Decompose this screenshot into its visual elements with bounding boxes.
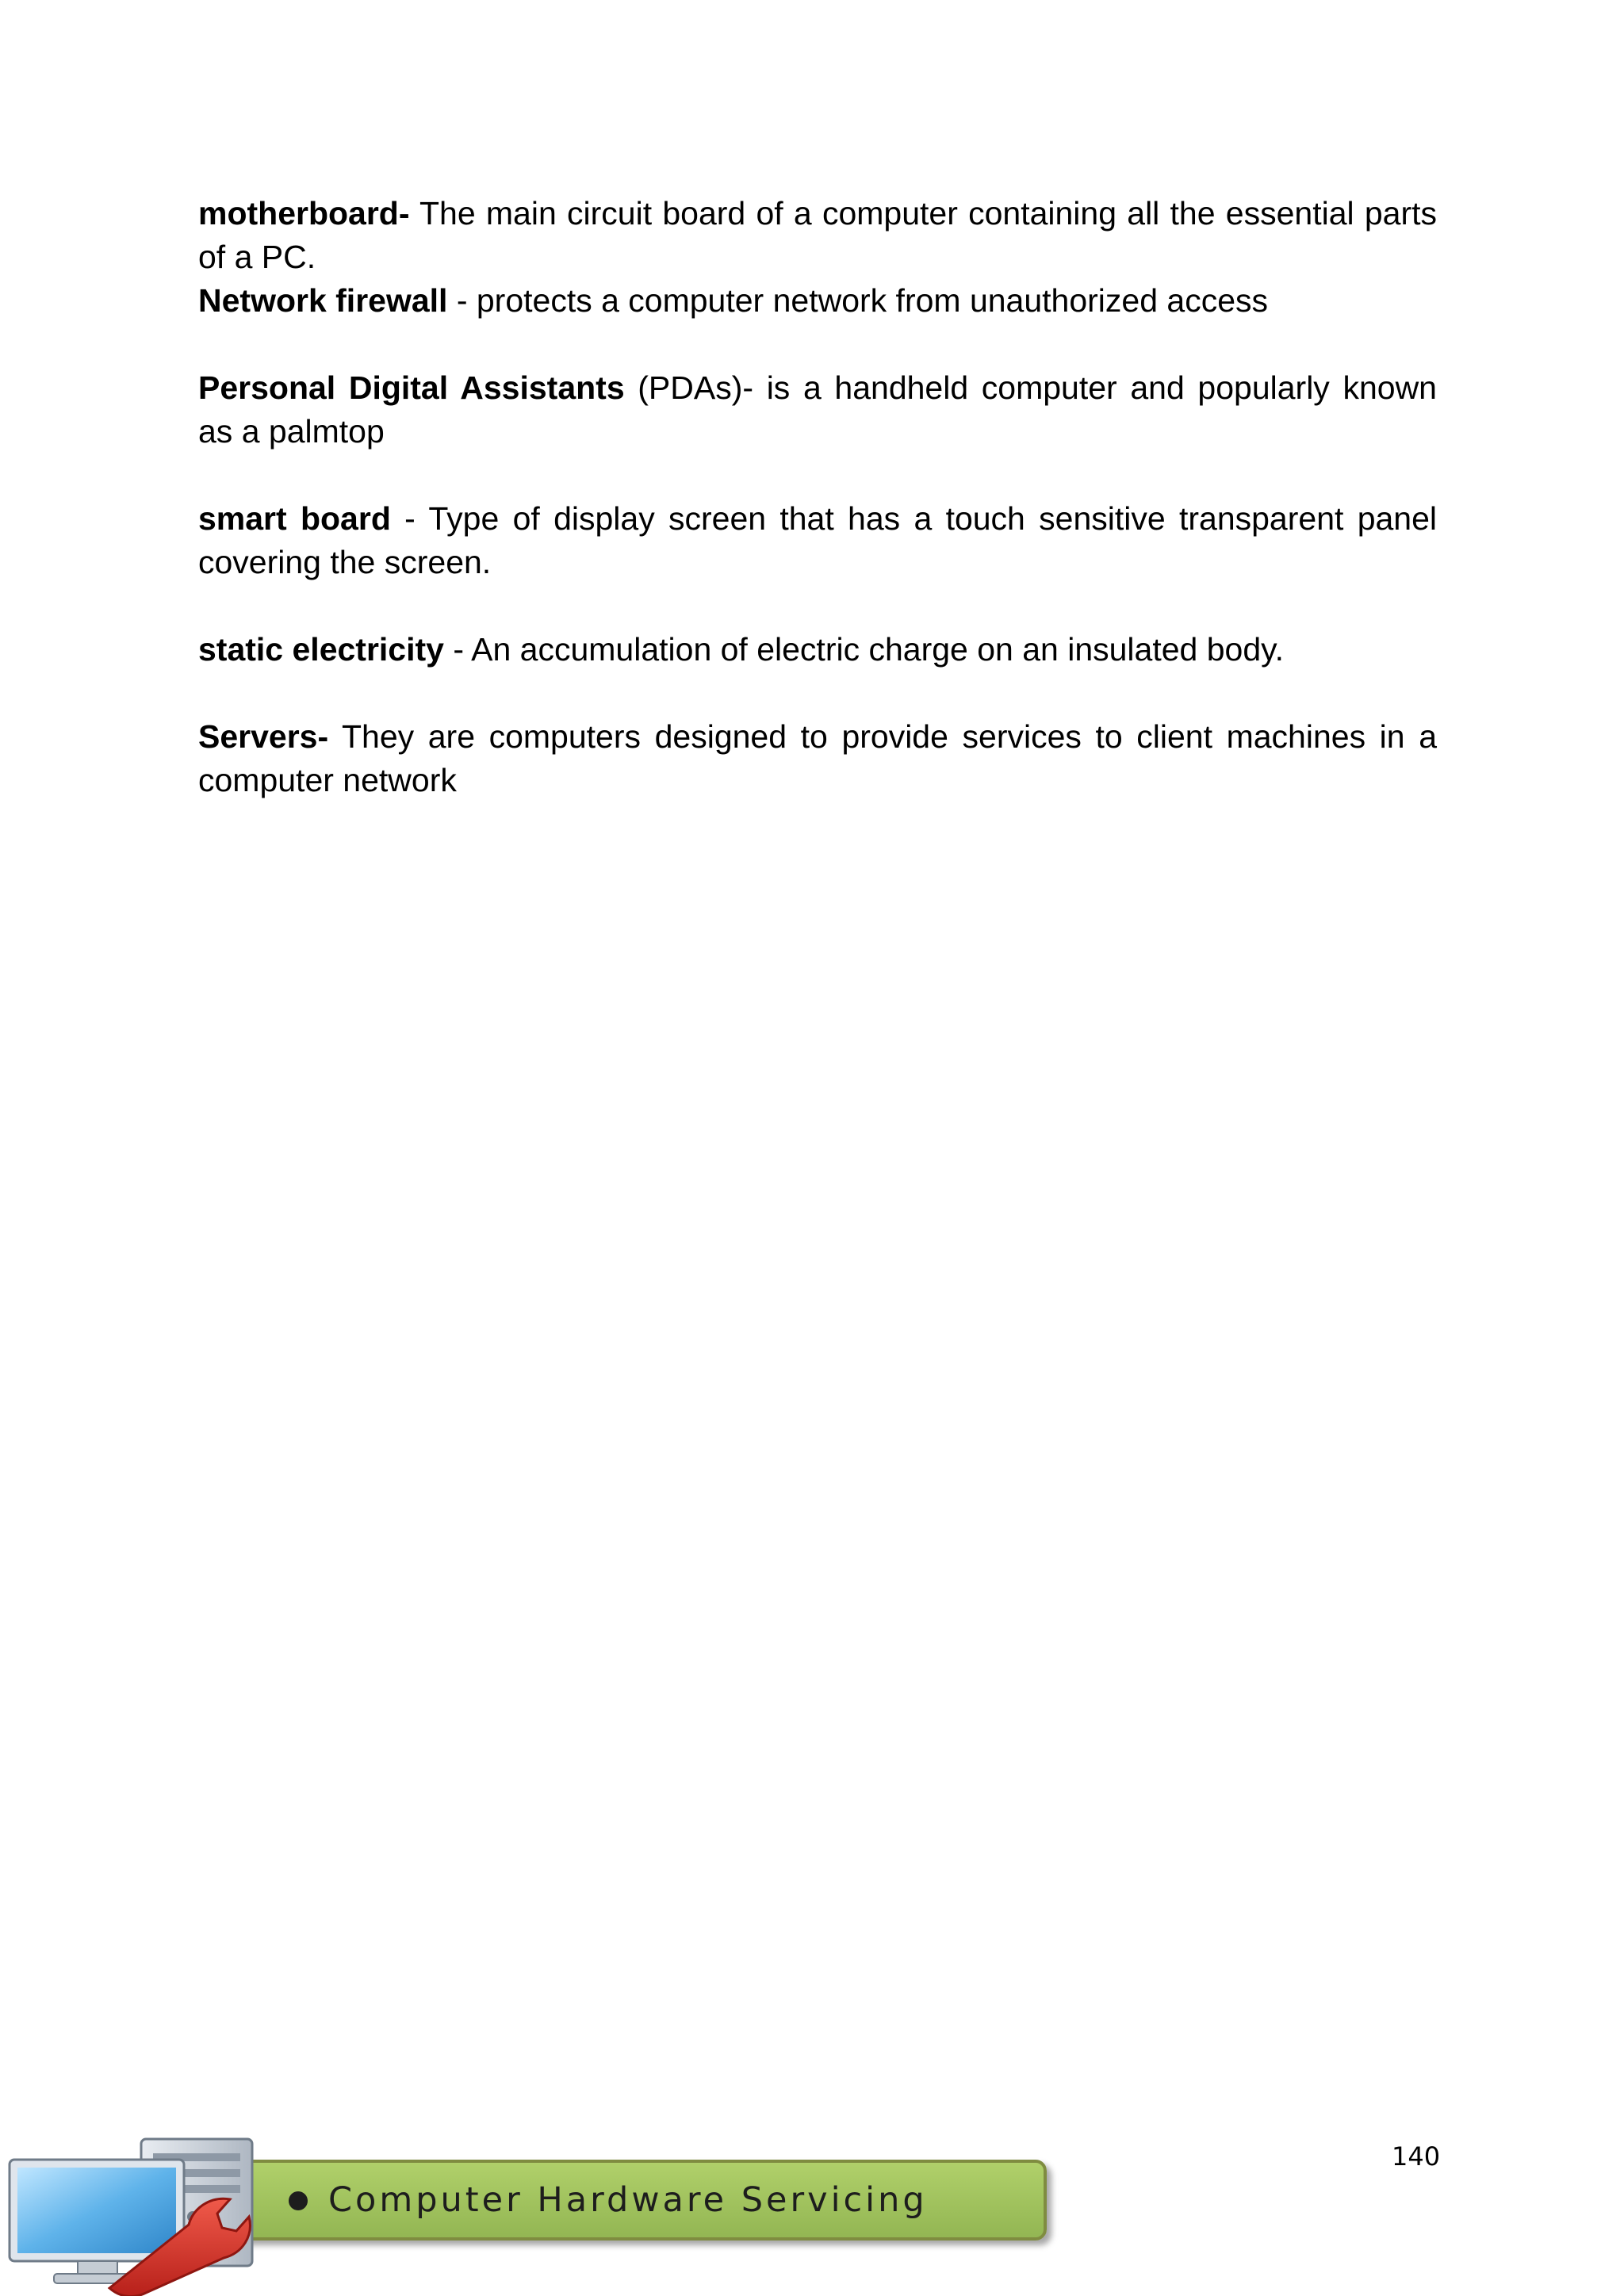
glossary-entry-motherboard — [198, 192, 1437, 279]
page-number: 140 — [1392, 2141, 1441, 2172]
glossary-entry-static-electricity — [198, 628, 1437, 672]
glossary-term: motherboard- — [198, 195, 410, 232]
glossary-entry-pda — [198, 366, 1437, 453]
computer-with-wrench-icon — [6, 2130, 324, 2296]
glossary-entry-servers — [198, 715, 1437, 802]
footer-banner — [238, 2160, 1047, 2241]
glossary-entry-network-firewall — [198, 279, 1437, 323]
glossary-term: Network firewall — [198, 282, 448, 319]
glossary-list — [198, 192, 1437, 802]
glossary-definition: - protects a computer network from unauthorized access — [447, 282, 1269, 319]
glossary-term: Servers- — [198, 718, 329, 755]
glossary-definition: They are computers designed to provide services to client machines in a computer network — [198, 718, 1437, 798]
glossary-definition: (PDAs)- is a handheld computer and popularly known as a palmtop — [198, 369, 1437, 450]
glossary-definition: The main circuit board of a computer containing all the essential parts of a PC. — [198, 195, 1437, 275]
footer-banner-text: Computer Hardware Servicing — [328, 2180, 928, 2220]
glossary-entry-smart-board — [198, 497, 1437, 584]
glossary-definition: - Type of display screen that has a touch sensitive transparent panel covering the screen. — [198, 500, 1438, 580]
glossary-term: static electricity — [198, 631, 444, 668]
glossary-term: Personal Digital Assistants — [198, 369, 625, 406]
glossary-term: smart board — [198, 500, 391, 537]
glossary-definition: - An accumulation of electric charge on an insulated body. — [443, 631, 1284, 668]
